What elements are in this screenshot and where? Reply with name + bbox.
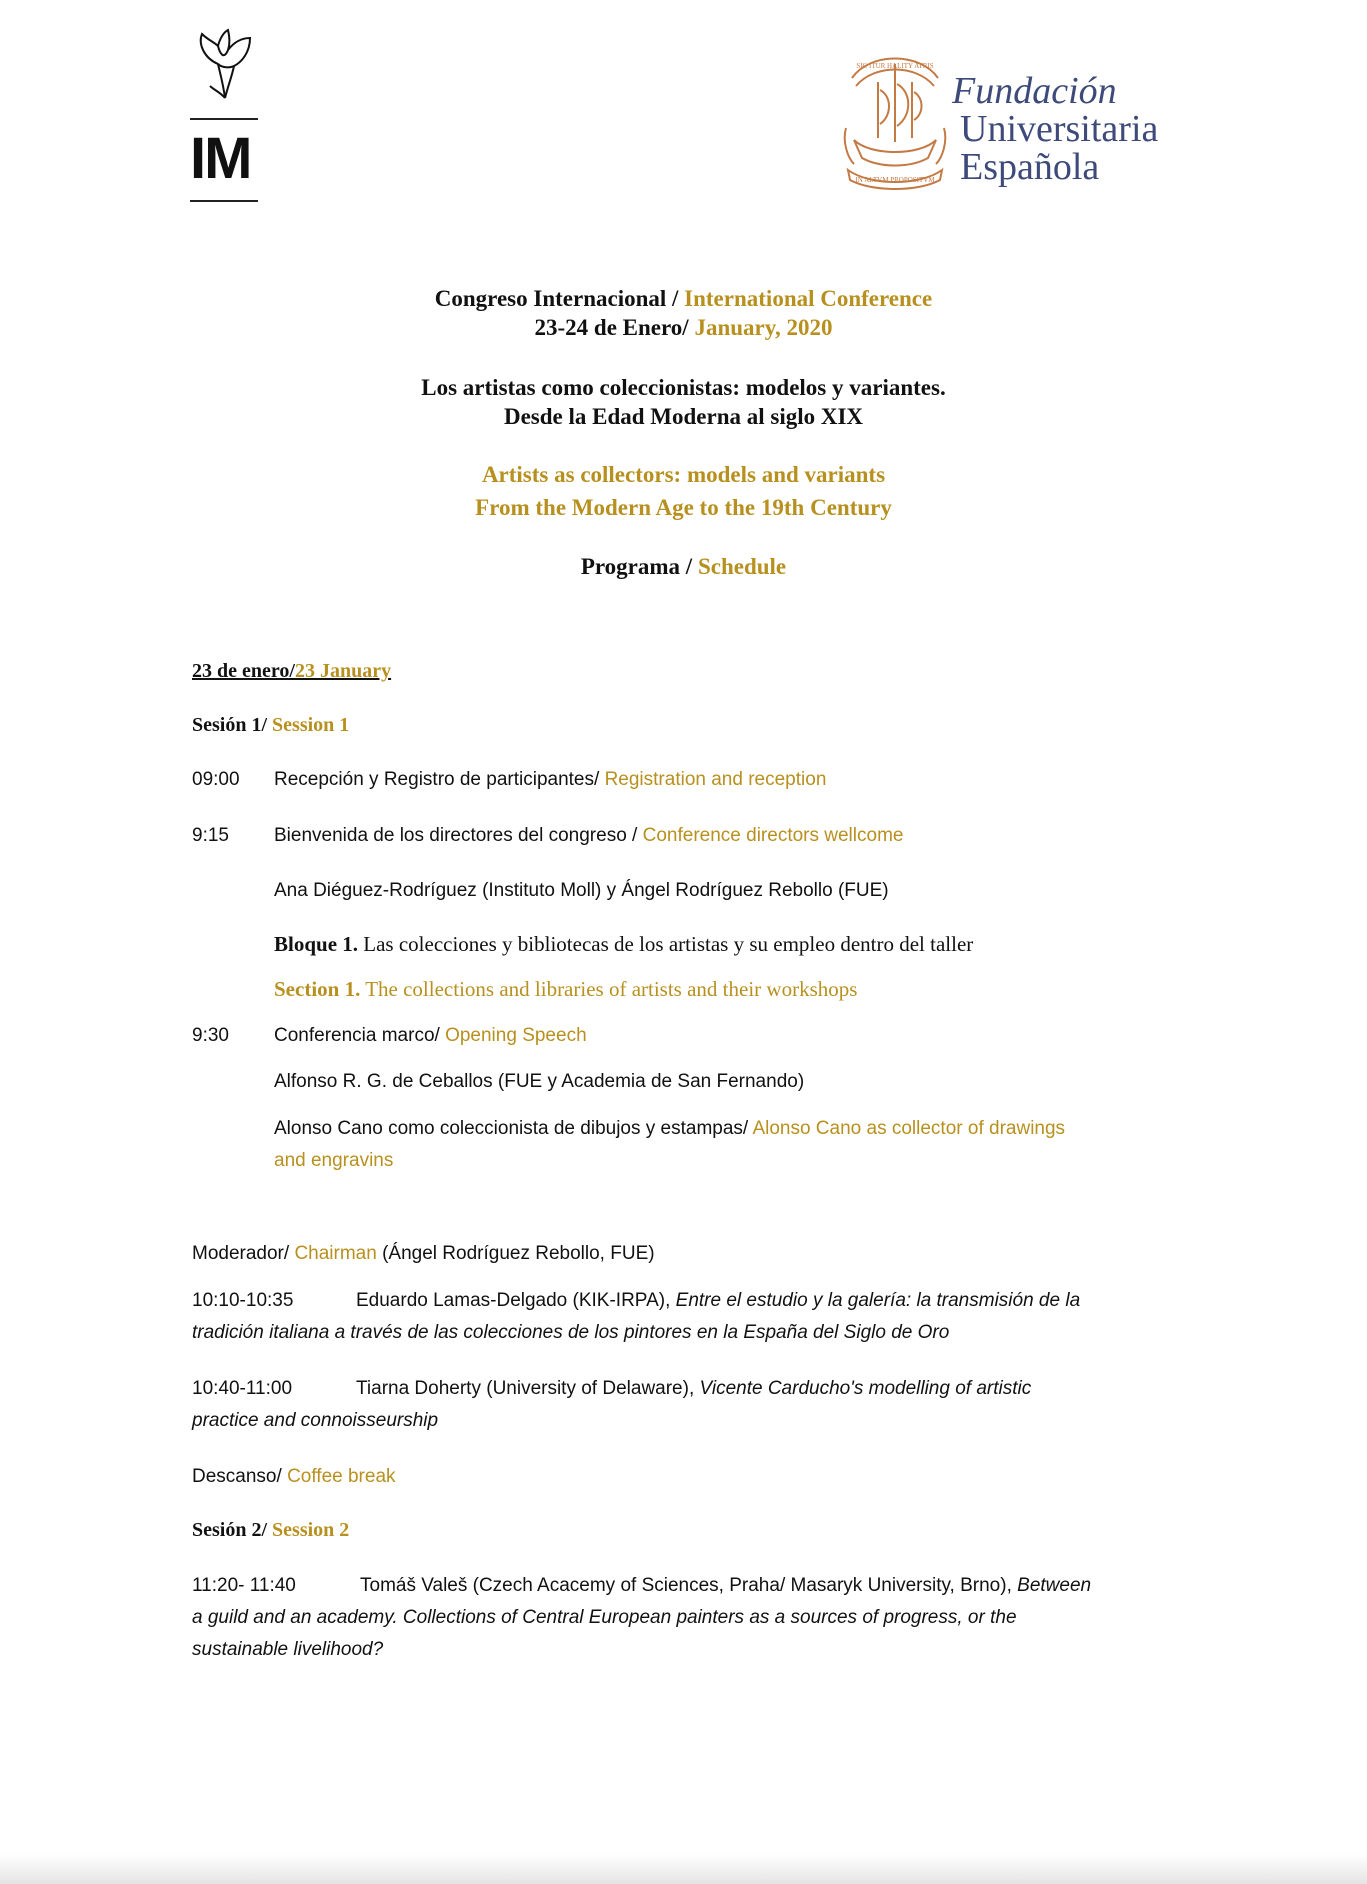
talk-3: 11:20- 11:40 Tomáš Valeš (Czech Acacemy of Sciences, Praha/ Masaryk University, Brno), Between a guild and an academy. Collections of Central European painters as a sources of progress, or the sustainable livelihood?	[192, 1575, 1092, 1660]
session2-heading: Sesión 2/ Session 2	[192, 1519, 350, 1541]
title-es-1: Los artistas como coleccionistas: modelos y variantes.	[421, 375, 946, 400]
ship-seal-icon	[840, 46, 950, 196]
title-en-1: Artists as collectors: models and variants	[481, 462, 886, 487]
title-es-2: Desde la Edad Moderna al siglo XIX	[503, 404, 864, 429]
time-0915: 9:15	[192, 825, 229, 846]
page-bottom-shadow	[0, 1854, 1367, 1884]
im-logo	[190, 28, 260, 203]
fue-line1: Fundación	[952, 70, 1117, 112]
program-heading: Programa / Schedule	[580, 554, 787, 579]
fue-logo	[840, 46, 1180, 196]
block1-es: Bloque 1. Las colecciones y bibliotecas de los artistas y su empleo dentro del taller	[274, 932, 974, 956]
title-en-2: From the Modern Age to the 19th Century	[475, 495, 892, 520]
session1-heading: Sesión 1/ Session 1	[192, 714, 350, 736]
item-opening: Conferencia marco/ Opening Speech	[274, 1025, 587, 1046]
seal-bottom-text: IN ALTVM PROPOSITVM	[855, 176, 935, 184]
welcome-people: Ana Diéguez-Rodríguez (Instituto Moll) y Ángel Rodríguez Rebollo (FUE)	[274, 880, 889, 901]
tulip-icon	[190, 28, 260, 104]
im-top-rule	[190, 118, 258, 120]
moderator-line: Moderador/ Chairman (Ángel Rodríguez Rebollo, FUE)	[192, 1243, 655, 1264]
fue-line3: Española	[960, 146, 1100, 188]
im-text: IM	[190, 126, 251, 191]
conference-label: Congreso Internacional / International Conference	[434, 286, 933, 311]
talk-1: 10:10-10:35 Eduardo Lamas-Delgado (KIK-IRPA), Entre el estudio y la galería: la transmisión de la tradición italiana a través de las colecciones de los pintores en la España del Siglo de Oro	[192, 1290, 1081, 1343]
item-welcome: Bienvenida de los directores del congreso / Conference directors wellcome	[274, 825, 904, 846]
opening-topic: Alonso Cano como coleccionista de dibujos y estampas/ Alonso Cano as collector of drawings and engravins	[274, 1118, 1066, 1171]
im-bottom-rule	[190, 200, 258, 202]
item-registration: Recepción y Registro de participantes/ Registration and reception	[274, 769, 827, 790]
opening-speaker: Alfonso R. G. de Ceballos (FUE y Academia de San Fernando)	[274, 1071, 805, 1092]
seal-top-text: SIC ITUR HALITY ATRIS	[856, 62, 934, 70]
time-0900: 09:00	[192, 769, 240, 790]
day-heading: 23 de enero/23 January	[192, 660, 392, 682]
conference-dates: 23-24 de Enero/ January, 2020	[534, 315, 833, 340]
time-0930: 9:30	[192, 1025, 229, 1046]
coffee-break: Descanso/ Coffee break	[192, 1466, 396, 1487]
block1-en: Section 1. The collections and libraries of artists and their workshops	[274, 977, 858, 1001]
talk-2: 10:40-11:00 Tiarna Doherty (University of Delaware), Vicente Carducho's modelling of artistic practice and connoisseurship	[192, 1378, 1032, 1431]
fue-line2: Universitaria	[960, 108, 1159, 150]
